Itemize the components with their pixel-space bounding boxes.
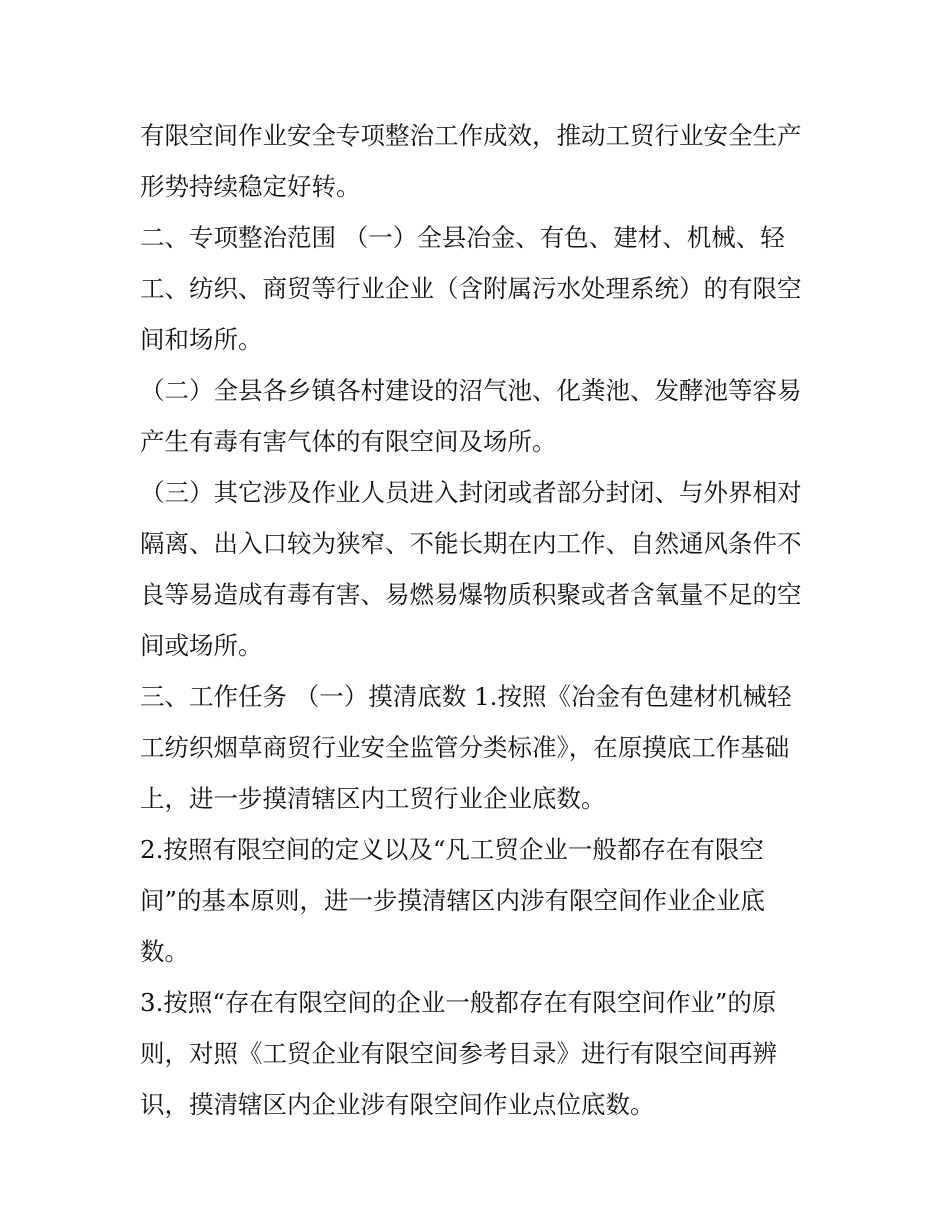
text-line: 形势持续稳定好转。 [140, 172, 361, 201]
text-line: 隔离、出入口较为狭窄、不能长期在内工作、自然通风条件不 [140, 529, 802, 558]
text-line: 上，进一步摸清辖区内工贸行业企业底数。 [140, 784, 606, 813]
text-line: 良等易造成有毒有害、易燃易爆物质积聚或者含氧量不足的空 [140, 580, 802, 609]
body-text [140, 110, 820, 1130]
text-line: 则，对照《工贸企业有限空间参考目录》进行有限空间再辨 [140, 1039, 777, 1068]
text-line: 间或场所。 [140, 631, 263, 660]
text-line: 数。 [140, 937, 189, 966]
text-line: 工、纺织、商贸等行业企业（含附属污水处理系统）的有限空 [140, 274, 802, 303]
text-line: 二、专项整治范围 （一）全县冶金、有色、建材、机械、轻 [140, 223, 785, 252]
text-line: 有限空间作业安全专项整治工作成效，推动工贸行业安全生产 [140, 121, 802, 150]
text-line: 产生有毒有害气体的有限空间及场所。 [140, 427, 557, 456]
text-line: 三、工作任务 （一）摸清底数 1.按照《冶金有色建材机械轻 [140, 682, 792, 711]
text-line: 2.按照有限空间的定义以及“凡工贸企业一般都存在有限空 [140, 835, 764, 864]
text-line: （二）全县各乡镇各村建设的沼气池、化粪池、发酵池等容易 [140, 376, 802, 405]
text-line: 间”的基本原则，进一步摸清辖区内涉有限空间作业企业底 [140, 886, 766, 915]
text-line: （三）其它涉及作业人员进入封闭或者部分封闭、与外界相对 [140, 478, 802, 507]
text-line: 识，摸清辖区内企业涉有限空间作业点位底数。 [140, 1090, 655, 1119]
text-line: 3.按照“存在有限空间的企业一般都存在有限空间作业”的原 [140, 988, 777, 1017]
text-line: 工纺织烟草商贸行业安全监管分类标准》，在原摸底工作基础 [140, 733, 790, 762]
text-line: 间和场所。 [140, 325, 263, 354]
